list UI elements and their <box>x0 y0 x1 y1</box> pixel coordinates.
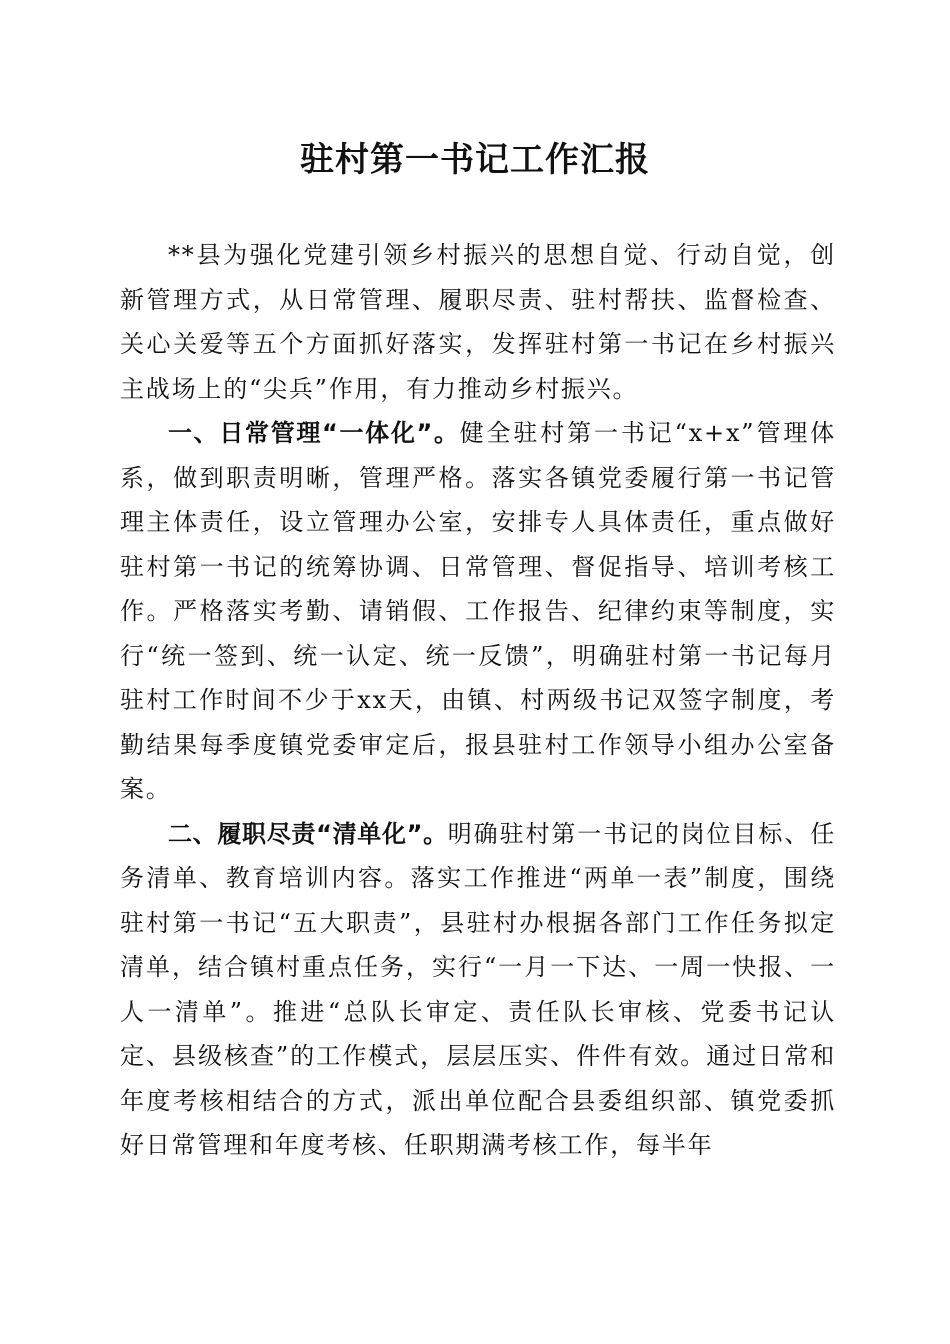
document-body <box>120 233 836 1168</box>
section-paragraph-1 <box>120 411 836 812</box>
section-body-2: 明确驻村第一书记的岗位目标、任务清单、教育培训内容。落实工作推进“两单一表”制度，围绕驻村第一书记“五大职责”，县驻村办根据各部门工作任务拟定清单，结合镇村重点任务，实行“一月一下达、一周一快报、一人一清单”。推进“总队长审定、责任队长审核、党委书记认定、县级核查”的工作模式，层层压实、件件有效。通过日常和年度考核相结合的方式，派出单位配合县委组织部、镇党委抓好日常管理和年度考核、任职期满考核工作，每半年 <box>120 819 837 1159</box>
document-title: 驻村第一书记工作汇报 <box>300 140 650 180</box>
section-heading-2: 二、履职尽责“清单化”。 <box>168 819 448 848</box>
section-paragraph-2 <box>120 812 836 1168</box>
intro-paragraph: **县为强化党建引领乡村振兴的思想自觉、行动自觉，创新管理方式，从日常管理、履职尽责、驻村帮扶、监督检查、关心关爱等五个方面抓好落实，发挥驻村第一书记在乡村振兴主战场上的“尖兵”作用，有力推动乡村振兴。 <box>120 241 836 403</box>
section-heading-1: 一、日常管理“一体化”。 <box>168 419 460 447</box>
section-body-1: 健全驻村第一书记“x+x”管理体系，做到职责明晰，管理严格。落实各镇党委履行第一书记管理主体责任，设立管理办公室，安排专人具体责任，重点做好驻村第一书记的统筹协调、日常管理、督促指导、培训考核工作。严格落实考勤、请销假、工作报告、纪律约束等制度，实行“统一签到、统一认定、统一反馈”，明确驻村第一书记每月驻村工作时间不少于xx天，由镇、村两级书记双签字制度，考勤结果每季度镇党委审定后，报县驻村工作领导小组办公室备案。 <box>120 419 836 803</box>
